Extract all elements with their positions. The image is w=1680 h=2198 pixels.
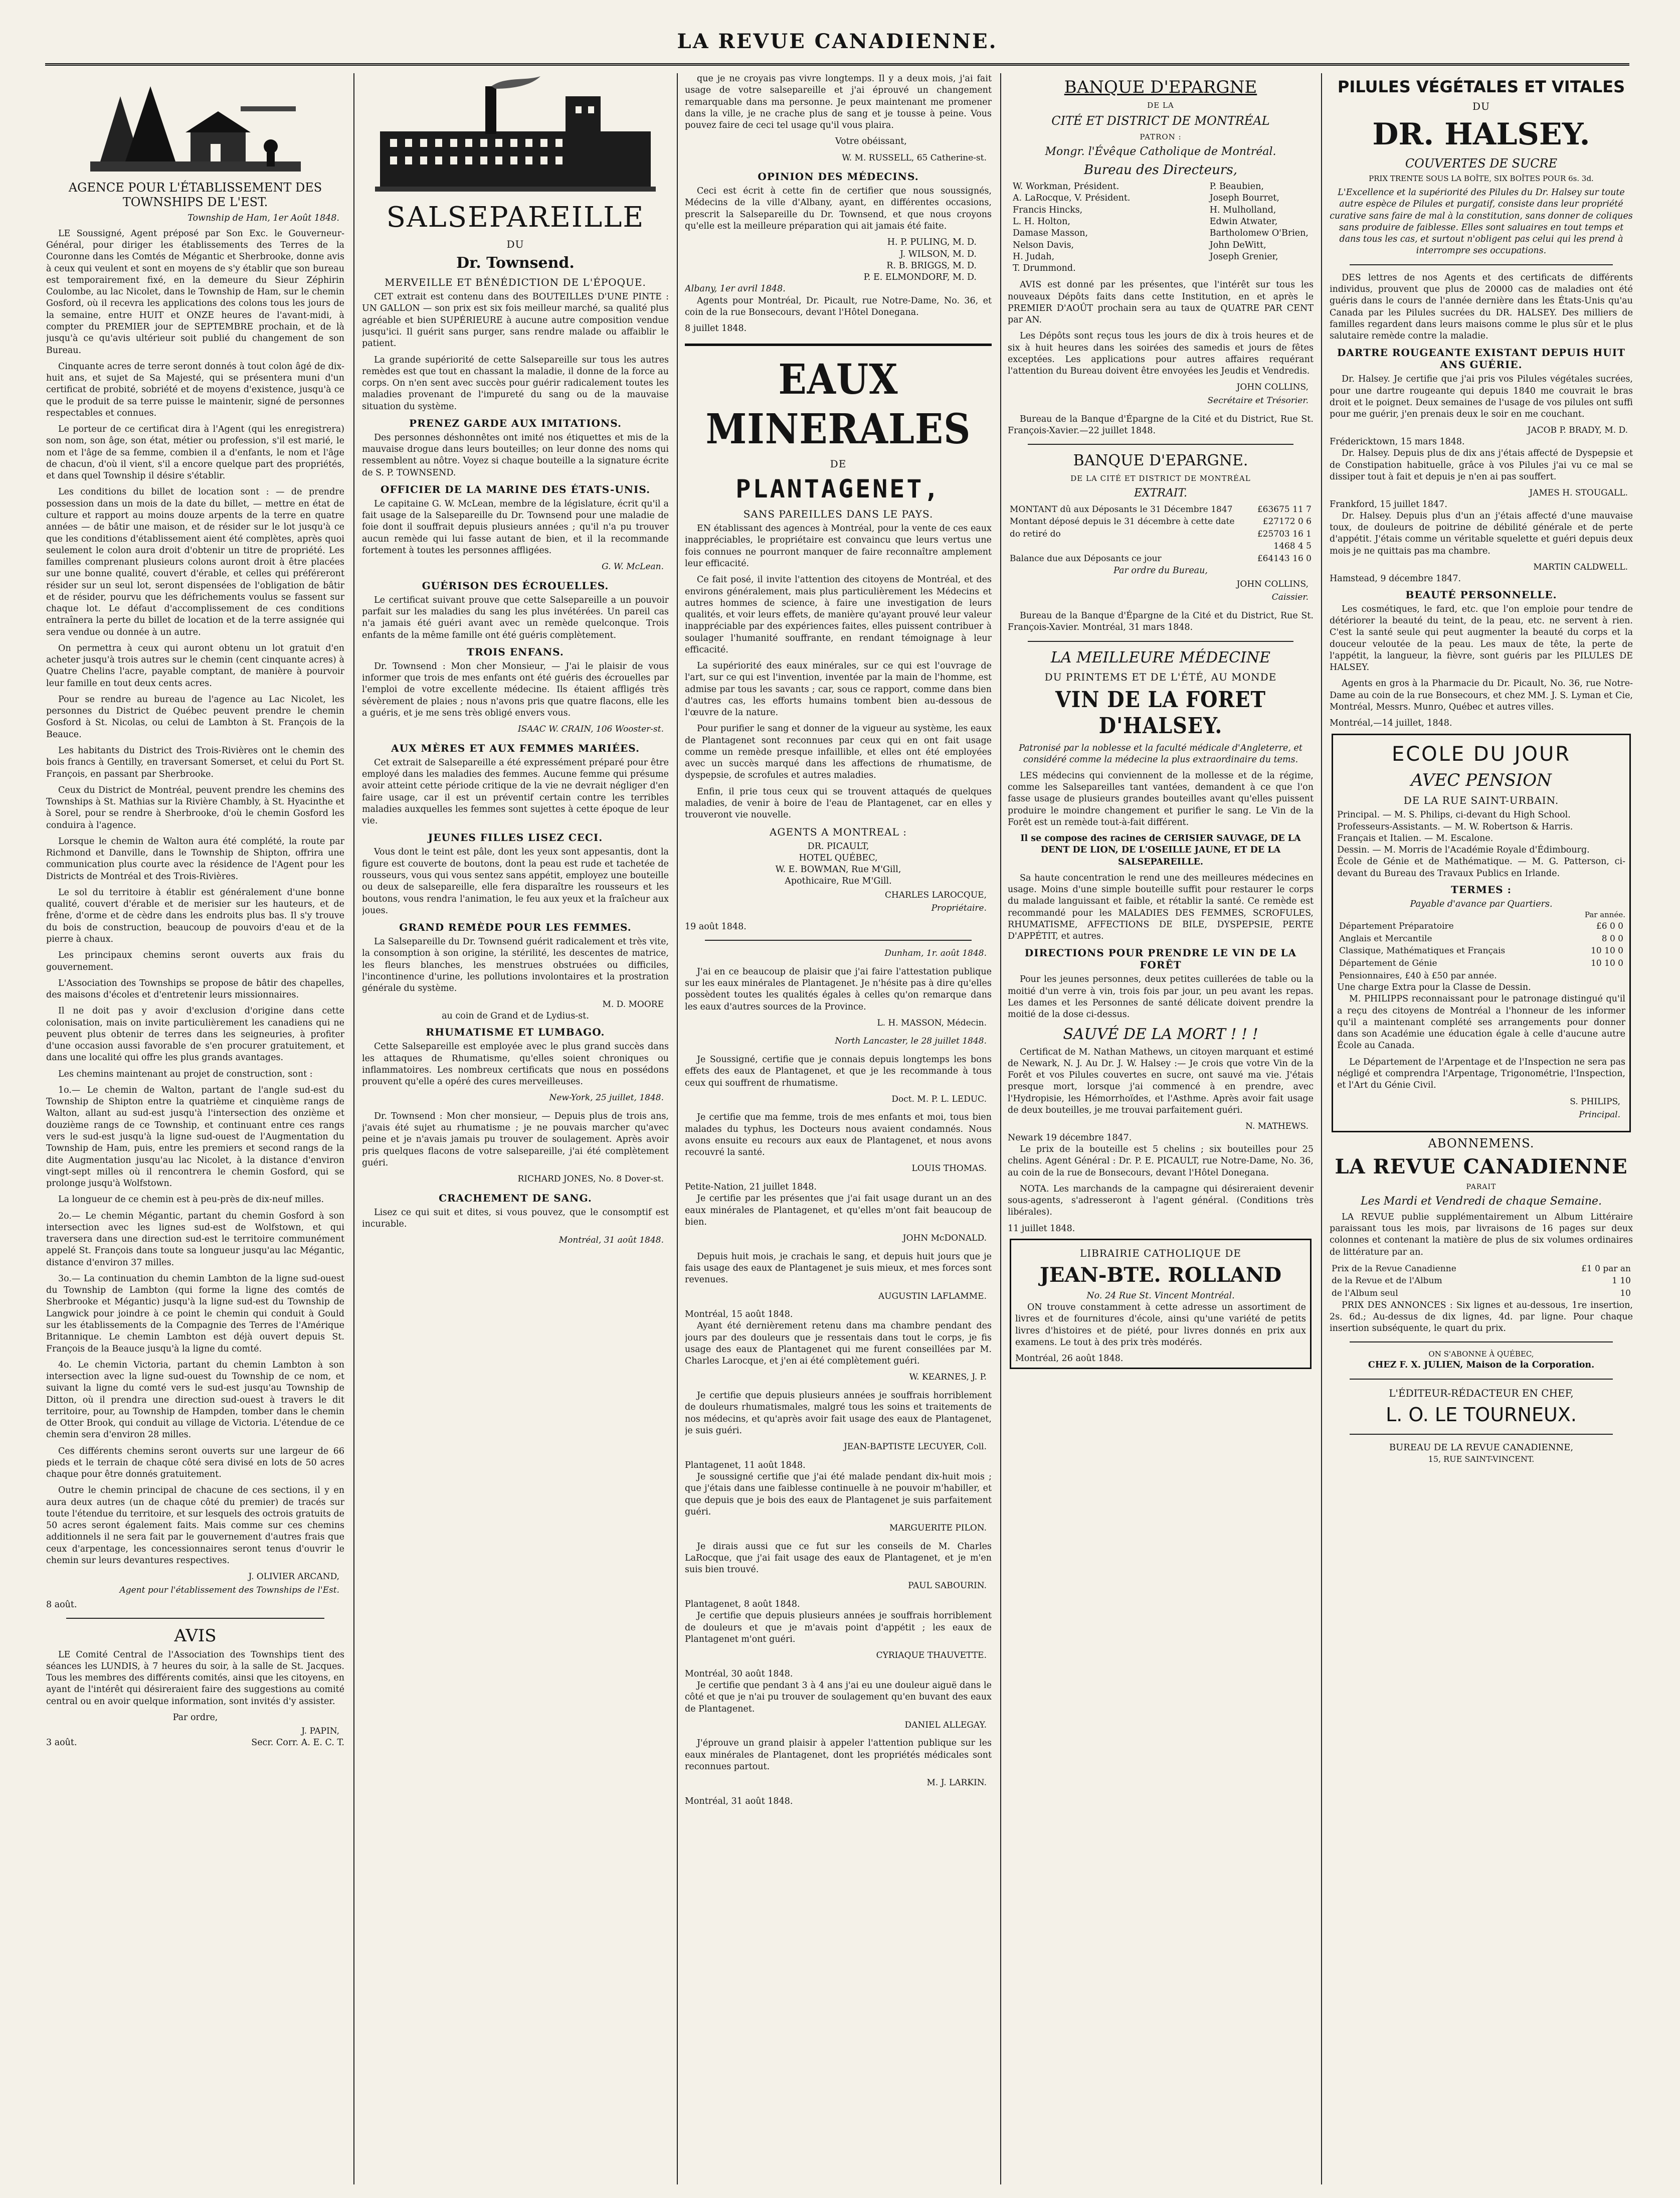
director: Bartholomew O'Brien, — [1209, 228, 1309, 239]
doctor-signature: R. B. BRIGGS, M. D. — [886, 260, 977, 271]
avis-order: Par ordre, — [172, 1712, 218, 1723]
staff-entry: Dessin. — M. Morris de l'Académie Royale d'Édimbourg. — [1337, 845, 1590, 856]
paragraph: Dr. Townsend : Mon cher Monsieur, — J'ai le plaisir de vous informer que trois de mes enfants ont été guéris des écrouelles par l'emploi de votre excellente médecine. Ils étaient affligés très sévèrement de plaies ; nous n'avons pris que quatre flacons, elle les a guéris, et je me sens très obligé envers vous. — [362, 661, 669, 718]
price-row: de l'Album seul 10 — [1332, 1288, 1631, 1299]
testimonial — [685, 1309, 992, 1383]
vin-title: VIN DE LA FORET D'HALSEY. — [1055, 687, 1266, 739]
testimonial-place: Dunham, 1r. août 1848. — [884, 948, 987, 959]
paragraph: Bureau de la Banque d'Épargne de la Cité et du District, Rue St. François-Xavier. Montréal, 31 mars 1848. — [1008, 611, 1314, 633]
price-row: de la Revue et de l'Album 1 10 — [1332, 1276, 1631, 1286]
testimonial — [685, 1112, 992, 1174]
plantagenet-title: PLANTAGENET, — [735, 474, 941, 504]
testimonial-text: Je certifie que pendant 3 à 4 ans j'ai eu une douleur aiguë dans le côté et que je n'ai pu trouver de soulagement qu'en buvant des eaux de Plantagenet. — [685, 1680, 992, 1714]
testimonial-place: Montréal, 15 août 1848. — [685, 1309, 793, 1320]
par-ordre: Par ordre du Bureau, — [1113, 565, 1208, 576]
paragraph: Votre obéissant, — [835, 136, 907, 147]
paragraph: ON trouve constamment à cette adresse un assortiment de livres et de fournitures d'école, ainsi qu'une variété de petits livres d'histoires et de piété, pour livres donnés en prix aux examens. Le tout à des prix très modérés. — [1015, 1302, 1306, 1347]
testimonial-text: Je dirais aussi que ce fut sur les conseils de M. Charles LaRocque, que j'ai fait usage des eaux de Plantagenet, et je m'en suis bien trouvé. — [685, 1541, 992, 1575]
paragraph: LE Soussigné, Agent préposé par Son Exc. le Gouverneur-Général, pour diriger les établissements des Terres de la Couronne dans les Comtés de Mégantic et Sherbrooke, donne avis à ceux qui veulent et sont en moyens de s'y établir que son bureau est temporairement fixé, en la demeure du Sieur Zéphirin Coulombe, au lac Nicolet, dans le Township de Ham, sur le chemin Gosford, où il recevra les applications des colons tous les jours de la semaine, entre HUIT et ONZE heures de l'avant-midi, à compter du PREMIER jour de SEPTEMBRE prochain, et de là jusqu'à ce qu'avis ultérieur soit publié du changement de son Bureau. — [46, 228, 344, 356]
divider — [1350, 1341, 1613, 1342]
agent-entry: DR. PICAULT, — [807, 841, 869, 852]
balance-row: Balance due aux Déposants ce jour £64143 16 0 — [1010, 554, 1312, 564]
fee-row: Classique, Mathématiques et Français 10 10 0 — [1339, 946, 1623, 956]
paragraph: Ceci est écrit à cette fin de certifier que nous soussignés, Médecins de la ville d'Albany, ayant, en différentes occasions, prescrit la Salsepareille du Dr. Townsend, et que nous croyons qu'elle est la meilleure préparation qui ait jamais été faite. — [685, 186, 992, 231]
paragraph: Dr. Halsey. Depuis plus d'un an j'étais affecté d'une mauvaise toux, de douleurs de poitrine de débilité générale et de perte d'appétit. J'étais comme un véritable squelette et guéri depuis deux mois je ne quittais pas ma chambre. — [1330, 511, 1633, 556]
fees-table — [1337, 920, 1625, 982]
signature-title: Secrétaire et Trésorier. — [1207, 396, 1309, 406]
signature: W. M. RUSSELL, 65 Catherine-st. — [842, 152, 987, 163]
doctor-signature: H. P. PULING, M. D. — [887, 237, 977, 248]
agents-title: AGENTS A MONTREAL : — [770, 825, 907, 838]
paragraph: Dr. Halsey. Je certifie que j'ai pris vos Pilules végétales sucrées, pour une dartre rougeante qui depuis 1840 me couvrait le bras droit et le poignet. Deux semaines de l'usage de vos pilules ont suffi pour me guérir, j'en prenais deux le soir en me couchant. — [1330, 374, 1633, 420]
price-row: Prix de la Revue Canadienne £1 0 par an — [1332, 1263, 1631, 1274]
section-heading: GUÉRISON DES ÉCROUELLES. — [422, 579, 609, 592]
editor-label: L'ÉDITEUR-RÉDACTEUR EN CHEF, — [1389, 1387, 1574, 1399]
fees-note: Une charge Extra pour la Classe de Dessin. — [1337, 982, 1531, 993]
paragraph: Vous dont le teint est pâle, dont les yeux sont appesantis, dont la figure est couverte de boutons, dont la peau est rude et tachetée de rousseurs, vous qui vous sentez sans appétit, employez une bouteille ou deux de salsepareille, elle fera disparaître les rousseurs et les boutons, vous rendra l'animation, le feu aux yeux et la fraîcheur aux joues. — [362, 847, 669, 916]
paragraph: Enfin, il prie tous ceux qui se trouvent attaqués de quelques maladies, de venir à boire de l'eau de Plantagenet, car en elles y trouveront vie nouvelle. — [685, 786, 992, 820]
director: Joseph Bourret, — [1209, 193, 1279, 204]
signature-title: Agent pour l'établissement des Townships de l'Est. — [119, 1585, 339, 1595]
testimonial-sign: PAUL SABOURIN. — [908, 1581, 987, 1591]
divider — [1028, 641, 1293, 642]
paragraph: Le sol du territoire à établir est généralement d'une bonne qualité, couvert d'érable et de merisier sur les hauteurs, et de frêne, d'orme et de cèdre dans les endroits plus bas. Il s'y trouve du bois de construction, beaucoup de pouvoirs d'eau et de la pierre à chaux. — [46, 887, 344, 944]
signature: JOHN COLLINS, — [1236, 382, 1309, 393]
testimonial-sign: JOHN McDONALD. — [902, 1233, 987, 1244]
signature: RICHARD JONES, No. 8 Dover-st. — [517, 1174, 664, 1185]
paragraph: Ces différents chemins seront ouverts sur une largeur de 66 pieds et le terrain de chaque côté sera divisé en lots de 50 acres chaque pour être donnés gratuitement. — [46, 1446, 344, 1480]
director: T. Drummond. — [1013, 263, 1076, 274]
director: Damase Masson, — [1013, 228, 1088, 239]
paragraph: L'Association des Townships se propose de bâtir des chapelles, des maisons d'écoles et d'entretenir leurs missionnaires. — [46, 978, 344, 1000]
dateline: Frankford, 15 juillet 1847. — [1330, 499, 1447, 510]
paragraph: Les Dépôts sont reçus tous les jours de dix à trois heures et de six à huit heures dans les soirées des samedis et jours de fêtes exceptées. Les applications pour autres affaires requérant l'attention du Bureau doivent être envoyées les Jeudis et Vendredis. — [1008, 331, 1314, 377]
paragraph: que je ne croyais pas vivre longtemps. Il y a deux mois, j'ai fait usage de votre salsepareille et j'ai éprouvé un changement remarquable dans ma personne. Je peux maintenant me promener dans la ville, je ne crache plus de sang et je tousse à peine. Vous pouvez faire de ceci tel usage qu'il vous plaira. — [685, 74, 992, 131]
testimonial-text: Je certifie par les présentes que j'ai fait usage durant un an des eaux minérales de Plantagenet, et qu'elles m'ont fait beaucoup de bien. — [685, 1194, 992, 1227]
librairie-box — [1010, 1239, 1312, 1370]
ecole-title: ECOLE DU JOUR — [1391, 742, 1571, 766]
dateline: Hamstead, 9 décembre 1847. — [1330, 573, 1461, 584]
paragraph: Pour se rendre au bureau de l'agence au Lac Nicolet, les personnes du District de Québec peuvent prendre le chemin Gosford à St. Nicolas, ou celui de Lambton à St. François de la Beauce. — [46, 694, 344, 740]
medecine-sub: DU PRINTEMS ET DE L'ÉTÉ, AU MONDE — [1044, 670, 1277, 683]
testimonial-sign: JEAN-BAPTISTE LECUYER, Coll. — [844, 1442, 987, 1452]
paragraph: Ceux du District de Montréal, peuvent prendre les chemins des Townships à St. Mathias sur la Rivière Chambly, à St. Hyacinthe et à Sorel, pour se rendre à Sherbrooke, d'où le chemin Gosford les conduira à l'agence. — [46, 785, 344, 830]
paragraph: M. PHILIPPS reconnaissant pour le patronage distingué qu'il a reçu des citoyens de Montréal a l'honneur de les informer qu'il a maintenant complété ses arrangements pour donner dans son Académie une éducation égale à celle d'aucune autre École au Canada. — [1337, 994, 1625, 1051]
footer-date: Montréal, 31 août 1848. — [558, 1235, 664, 1246]
patron-label: PATRON : — [1140, 132, 1182, 141]
directors-title: Bureau des Directeurs, — [1084, 162, 1237, 178]
banque-sub2: CITÉ ET DISTRICT DE MONTRÉAL — [1051, 113, 1270, 128]
salsepareille-title: SALSEPAREILLE — [386, 201, 645, 234]
section-heading: OPINION DES MÉDECINS. — [758, 171, 919, 183]
testimonial-sign: AUGUSTIN LAFLAMME. — [878, 1291, 987, 1301]
date: Montréal,—14 juillet, 1848. — [1330, 718, 1452, 729]
testimonial-place: North Lancaster, le 28 juillet 1848. — [835, 1036, 987, 1047]
factory-illustration — [375, 76, 656, 197]
masthead: LA REVUE CANADIENNE. — [45, 20, 1629, 66]
paragraph: Le Département de l'Arpentage et de l'Inspection ne sera pas négligé et comprendra l'Arpentage, Trigonométrie, l'Inspection, et l'Art du Génie Civil. — [1337, 1057, 1625, 1091]
paragraph: AVIS est donné par les présentes, que l'intérêt sur tous les nouveaux Dépôts faits dans cette Institution, en et après le PREMIER D'AOÛT prochain sera au taux de QUATRE PAR CENT par AN. — [1008, 280, 1314, 325]
paragraph: Il ne doit pas y avoir d'exclusion d'origine dans cette colonisation, mais on invite particulièrement les canadiens qui ne peuvent plus obtenir de terres dans les seigneuries, à profiter d'une occasion aussi favorable de s'en procurer gratuitement, et dans une localité qui offre les plus grands avantages. — [46, 1006, 344, 1063]
section-heading: TROIS ENFANS. — [467, 645, 564, 658]
extrait-row: do retiré do £25703 16 1 — [1010, 529, 1312, 539]
testimonial — [685, 1181, 992, 1244]
paragraph: Il se compose des racines de CERISIER SAUVAGE, DE LA DENT DE LION, DE L'OSEILLE JAUNE, ET DE LA SALSEPAREILLE. — [1020, 833, 1301, 867]
paragraph: EN établissant des agences à Montréal, pour la vente de ces eaux inappréciables, le propriétaire est convaincu que leurs vertus une fois connues ne pourront manquer de faire reconnaître amplement leur efficacité. — [685, 524, 992, 569]
dateline: Albany, 1er avril 1848. — [685, 284, 786, 294]
signature: G. W. McLean. — [602, 562, 664, 572]
doctor-signature: P. E. ELMONDORF, M. D. — [863, 272, 977, 283]
testimonial — [685, 1541, 992, 1592]
avis-title: AVIS — [174, 1625, 217, 1646]
quebec-label: ON S'ABONNE À QUÉBEC, — [1428, 1349, 1534, 1359]
avis-sign-title: Secr. Corr. A. E. C. T. — [251, 1737, 344, 1748]
testimonial-text: Je soussigné certifie que j'ai été malade pendant dix-huit mois ; que j'étais dans une faiblesse continuelle à ne pouvoir m'habiller, et que depuis que je bois des eaux de Plantagenet je suis parfaitement guéri. — [685, 1472, 992, 1517]
bureau-address: 15, RUE SAINT-VINCENT. — [1428, 1454, 1535, 1464]
column-rule — [353, 73, 354, 2184]
paragraph: La supériorité des eaux minérales, sur ce qui est l'ouvrage de l'art, sur ce qui est l'invention, inventée par la main de l'homme, est admise par tous les savants ; car, sous ce rapport, comme dans bien d'autres cas, les efforts humains tombent bien au-dessous de l'œuvre de la nature. — [685, 661, 992, 718]
signature: MARTIN CALDWELL. — [1533, 562, 1628, 572]
pilules-sub: COUVERTES DE SUCRE — [1405, 156, 1558, 171]
agency-title: AGENCE POUR L'ÉTABLISSEMENT DES TOWNSHIPS DE L'EST. — [68, 181, 322, 209]
testimonial-sign: W. KEARNES, J. P. — [909, 1372, 987, 1383]
testimonial-sign: MARGUERITE PILON. — [889, 1523, 987, 1534]
paragraph: Cet extrait de Salsepareille a été expressément préparé pour être employé dans les maladies des femmes. Aucune femme qui présume avoir atteint cette période critique de la vie ne devrait négliger d'en faire usage, car il est un préventif certain contre les terribles maladies auxquelles les femmes sont sujettes à cette époque de leur vie. — [362, 757, 669, 826]
pilules-title: PILULES VÉGÉTALES ET VITALES — [1337, 77, 1625, 96]
fee-row: Département Préparatoire £6 0 0 — [1339, 921, 1623, 932]
bureau-label: BUREAU DE LA REVUE CANADIENNE, — [1389, 1442, 1574, 1453]
testimonial-sign: M. J. LARKIN. — [926, 1778, 987, 1788]
paragraph: Les cosmétiques, le fard, etc. que l'on emploie pour tendre de détériorer la beauté du teint, de la peau, etc. ne servent à rien. C'est la santé seule qui peut augmenter la beauté du corps et la douceur veloutée de la peau. Les maux de tête, la perte de l'appétit, la langueur, la fièvre, sont guéris par les PILULES DE HALSEY. — [1330, 604, 1633, 673]
testimonial — [685, 1390, 992, 1453]
paragraph: Sa haute concentration le rend une des meilleures médecines en usage. Moins d'une simple bouteille suffit pour restaurer le corps du malade languissant et faible, et rétablir la santé. Ce remède est recommandé pour les MALADIES DES FEMMES, SCROFULES, RHUMATISME, AFFECTIONS DE BILE, DYSPEPSIE, PERTE D'APPÉTIT, et autres. — [1008, 873, 1314, 942]
subscription-prices — [1330, 1263, 1633, 1300]
paragraph: 3o.— La continuation du chemin Lambton de la ligne sud-ouest du Township de Lambton (qui forme la ligne des comtés de Sherbrooke et Mégantic) jusqu'à la ligne sud-est du Township de Langwick pour joindre à ce point le chemin qui conduit à Gould sur les établissements de la Compagnie des Terres de l'Amérique Britannique. Le chemin Lambton est déjà ouvert depuis St. François de la Beauce jusqu'à la ligne du comté. — [46, 1273, 344, 1354]
paragraph: Lisez ce qui suit et dites, si vous pouvez, que le consomptif est incurable. — [362, 1207, 669, 1230]
paragraph: L'Excellence et la supériorité des Pilules du Dr. Halsey sur toute autre espèce de Pilules et purgatif, consiste dans leur propriété curative sans faire de mal à la constitution, sans donner de coliques sans produire de faiblesse. Elles sont saluaires en tout temps et dans tous les cas, et surtout n'obligent pas celui qui les prend à interrompre ses occupations. — [1330, 188, 1633, 256]
divider — [66, 1618, 324, 1619]
testimonial-text: Je certifie que ma femme, trois de mes enfants et moi, tous bien malades du typhus, les Docteurs nous avaient condamnés. Nous avons ensuite eu recours aux eaux de Plantagenet, et nous avons recouvré la santé. — [685, 1112, 992, 1158]
date: 11 juillet 1848. — [1008, 1223, 1075, 1234]
banque-title: BANQUE D'EPARGNE — [1064, 77, 1257, 97]
paragraph: Le porteur de ce certificat dira à l'Agent (qui les enregistrera) son nom, son âge, son état, métier ou profession, s'il est marié, le nom et l'âge de sa femme, combien il a d'enfants, le nom et l'âge de chacun, d'où il vient, s'il a encore quelque part des propriétés, et dans quel Township il désire s'établir. — [46, 424, 344, 481]
date: 19 août 1848. — [685, 921, 746, 932]
testimonial-sign: Doct. M. P. L. LEDUC. — [891, 1094, 987, 1104]
paragraph: La longueur de ce chemin est à peu-près de dix-neuf milles. — [58, 1195, 324, 1205]
section-heading: JEUNES FILLES LISEZ CECI. — [428, 831, 603, 844]
paragraph: Les principaux chemins seront ouverts aux frais du gouvernement. — [46, 950, 344, 972]
director: L. H. Holton, — [1013, 216, 1070, 227]
extrait-row: 1468 4 5 — [1273, 541, 1312, 552]
ecole-sub: AVEC PENSION — [1411, 770, 1552, 790]
quebec-agent: CHEZ F. X. JULIEN, Maison de la Corporation. — [1368, 1360, 1595, 1371]
date: Montréal, 26 août 1848. — [1015, 1354, 1124, 1364]
eaux-title: EAUX MINERALES — [705, 356, 971, 453]
column-3 — [685, 73, 992, 2184]
director: Joseph Grenier, — [1209, 251, 1278, 262]
testimonial-sign: CYRIAQUE THAUVETTE. — [876, 1650, 987, 1661]
testimonial-place: Petite-Nation, 21 juillet 1848. — [685, 1182, 817, 1193]
paragraph: Agents en gros à la Pharmacie du Dr. Picault, No. 36, rue Notre-Dame au coin de la rue Bonsecours, et chez MM. J. S. Lyman et Cie, Montréal, Messrs. Munro, Québec et autres villes. — [1330, 679, 1633, 712]
abonnemens-title: ABONNEMENS. — [1428, 1136, 1535, 1150]
section-heading: DARTRE ROUGEANTE EXISTANT DEPUIS HUIT ANS GUÉRIE. — [1337, 347, 1625, 371]
banque-title-2: BANQUE D'EPARGNE. — [1073, 452, 1248, 470]
signature-title: Principal. — [1579, 1110, 1620, 1120]
testimonial-place: Plantagenet, 11 août 1848. — [685, 1460, 806, 1470]
paragraph: On permettra à ceux qui auront obtenu un lot gratuit d'en acheter jusqu'à trois autres sur le chemin (cent cinquante acres) à Quatre Chelins l'acre, payable comptant, de manière à pourvoir leur famille en tout deux cents acres. — [46, 643, 344, 689]
testimonial — [685, 1460, 992, 1534]
testimonial — [685, 1738, 992, 1788]
section-heading: DIRECTIONS POUR PRENDRE LE VIN DE LA FORÊT — [1024, 947, 1297, 971]
column-5 — [1330, 73, 1633, 2184]
testimonial — [685, 1599, 992, 1661]
fees-header: Par année. — [1584, 910, 1625, 920]
paragraph: Agents pour Montréal, Dr. Picault, rue Notre-Dame, No. 36, et coin de la rue Bonsecours, devant l'Hôtel Donegana. — [685, 295, 992, 317]
agent-entry: W. E. BOWMAN, Rue M'Gill, — [775, 865, 901, 875]
salsepareille-subtitle: MERVEILLE ET BÉNÉDICTION DE L'ÉPOQUE. — [385, 276, 646, 289]
de-label: DE — [830, 458, 847, 470]
avis-sign: J. PAPIN, — [301, 1726, 339, 1737]
extrait-row: Montant déposé depuis le 31 décembre à cette date £27172 0 6 — [1010, 517, 1312, 527]
paragraph: 2o.— Le chemin Mégantic, partant du chemin Gosford à son intersection avec les lignes sud-est de Wolfstown, et qui traversera dans une direction sud-est le territoire communément appelé St. François dans toute sa longueur jusqu'au lac Mégantic, distance d'environ 37 milles. — [46, 1211, 344, 1268]
parait-label: PARAIT — [1466, 1182, 1497, 1191]
testimonial — [685, 1036, 992, 1105]
banque-sub3: DE LA CITÉ ET DISTRICT DE MONTRÉAL — [1070, 474, 1251, 483]
dateline: Frédericktown, 15 mars 1848. — [1330, 436, 1465, 447]
testimonial — [685, 1668, 992, 1731]
avis-text: LE Comité Central de l'Association des Townships tient des séances les LUNDIS, à 7 heures du soir, à la salle de St. Jacques. Tous les membres des différents comités, ainsi que les citoyens, en ayant de l'intérêt qui désireraient faire des suggestions au comité central ou en avoir quelque information, sont invités d'y assister. — [46, 1649, 344, 1707]
section-heading: CRACHEMENT DE SANG. — [439, 1192, 592, 1204]
testimonial-text: Je certifie que depuis plusieurs années je souffrais horriblement de douleurs et que je m'avais point d'appétit ; les eaux de Plantagenet m'ont guéri. — [685, 1611, 992, 1644]
paragraph: Dr. Townsend : Mon cher monsieur, — Depuis plus de trois ans, j'avais été sujet au rhumatisme ; je ne pouvais marcher qu'avec peine et je n'avais jamais pu trouver de soulagement. Après avoir pris quelques flacons de votre salsepareille, j'ai été complètement guéri. — [362, 1111, 669, 1168]
publication-days: Les Mardi et Vendredi de chaque Semaine. — [1360, 1195, 1602, 1208]
column-rule — [677, 73, 678, 2184]
director: Francis Hincks, — [1013, 205, 1083, 215]
paragraph: Lorsque le chemin de Walton aura été complété, la route par Richmond et Danville, dans le Township de Shipton, offrira une communication plus courte avec la résidence de l'Agent pour les Districts de Montréal et des Trois-Rivières. — [46, 836, 344, 882]
signature-title: Propriétaire. — [931, 903, 987, 914]
paragraph: Pour les jeunes personnes, deux petites cuillerées de table ou la moitié d'un verre à vin, trois fois par jour, un peu avant les repas. Les dames et les Personnes de santé délicate doivent prendre la moitié de la dose ci-dessus. — [1008, 974, 1314, 1020]
column-2 — [362, 73, 669, 2184]
testimonial-sign: DANIEL ALLEGAY. — [904, 1720, 987, 1730]
paragraph: Certificat de M. Nathan Mathews, un citoyen marquant et estimé de Newark, N. J. Au Dr. J. W. Halsey :— Je crois que votre Vin de la Forêt et vos Pilules couvertes en sucre, ont sauvé ma vie. J'étais presque mort, lorsque j'ai commencé à en prendre, avec l'Hydropisie, les Hémorrhoïdes, et l'Asthme. Après avoir fait usage de deux bouteilles, je me trouvai parfaitement guéri. — [1008, 1047, 1314, 1115]
paragraph: Bureau de la Banque d'Épargne de la Cité et du District, Rue St. François-Xavier.—22 juillet 1848. — [1008, 414, 1314, 436]
signature: ISAAC W. CRAIN, 106 Wooster-st. — [517, 724, 664, 735]
pilules-price: PRIX TRENTE SOUS LA BOÎTE, SIX BOÎTES POUR 6s. 3d. — [1369, 174, 1594, 184]
paragraph: DES lettres de nos Agents et des certificats de différents individus, prouvent que plus de 20000 cas de maladies ont été guéris dans le cours de l'année dernière dans les États-Unis qu'au Canada par les Pilules sucrées du DR. HALSEY. Des milliers de familles regardent dans leurs maisons comme le plus sûr et le plus salutaire remède contre la maladie. — [1330, 272, 1633, 342]
paragraph: PRIX DES ANNONCES : Six lignes et au-dessous, 1re insertion, 2s. 6d.; Au-dessus de dix lignes, 4d. par ligne. Pour chaque insertion subséquente, le quart du prix. — [1330, 1300, 1633, 1334]
termes-sub: Payable d'avance par Quartiers. — [1410, 899, 1553, 909]
section-heading: BEAUTÉ PERSONNELLE. — [1405, 588, 1557, 601]
signature: N. MATHEWS. — [1245, 1121, 1309, 1132]
director: W. Workman, Président. — [1013, 182, 1119, 192]
section-heading: RHUMATISME ET LUMBAGO. — [426, 1026, 605, 1039]
paragraph: Le certificat suivant prouve que cette Salsepareille a un pouvoir parfait sur les maladies du sang les plus invétérées. Un pareil cas n'a jamais été guéri avant avec un remède quelconque. Trois enfants de la même famille ont été guéris complètement. — [362, 595, 669, 640]
dateline: New-York, 25 juillet, 1848. — [549, 1093, 664, 1103]
section-heading: AUX MÈRES ET AUX FEMMES MARIÉES. — [391, 742, 640, 754]
divider — [705, 940, 972, 941]
column-1 — [46, 73, 344, 2184]
footer-date: Montréal, 31 août 1848. — [685, 1796, 793, 1806]
signature-title: Caissier. — [1271, 592, 1309, 603]
staff-entry: Français et Italien. — M. Escalone. — [1337, 833, 1494, 843]
avis-date: 3 août. — [46, 1737, 77, 1748]
fee-row: Pensionnaires, £40 à £50 par année. — [1339, 970, 1497, 981]
paragraph: Le prix de la bouteille est 5 chelins ; six bouteilles pour 25 chelins. Agent Général : Dr. P. E. PICAULT, rue Notre-Dame, No. 36, au coin de la rue de Bonsecours, devant l'Hôtel Donegana. — [1008, 1144, 1314, 1178]
section-heading: PRENEZ GARDE AUX IMITATIONS. — [409, 417, 622, 429]
signature-date: 8 août. — [46, 1599, 77, 1610]
director: A. LaRocque, V. Président. — [1013, 193, 1131, 204]
paragraph: Dr. Halsey. Depuis plus de dix ans j'étais affecté de Dyspepsie et de Constipation habituelle, grâce à vos Pilules j'ai vu ce mal se dissiper tout à fait et depuis je n'en ai pas souffert. — [1330, 448, 1633, 482]
signature: M. D. MOORE — [602, 999, 664, 1010]
extrait-table — [1008, 503, 1314, 565]
section-heading: OFFICIER DE LA MARINE DES ÉTATS-UNIS. — [380, 483, 651, 495]
divider — [1350, 264, 1613, 265]
paragraph: NOTA. Les marchands de la campagne qui désireraient devenir sous-agents, s'adresseront à l'agent général. (Conditions très libérales). — [1008, 1183, 1314, 1218]
paragraph: Le capitaine G. W. McLean, membre de la législature, écrit qu'il a fait usage de la Salsepareille du Dr. Townsend pour une maladie de foie dont il souffrait depuis plusieurs années ; qu'il n'a pu trouver aucun remède qui lui fasse autant de bien, et il la recommande fortement à toutes les personnes affligées. — [362, 498, 669, 556]
librairie-name: JEAN-BTE. ROLLAND — [1039, 1263, 1282, 1287]
director: H. Mulholland, — [1209, 205, 1276, 215]
fee-row: Anglais et Mercantile 8 0 0 — [1339, 933, 1623, 944]
dateline: Township de Ham, 1er Août 1848. — [188, 213, 339, 223]
sauve-title: SAUVÉ DE LA MORT ! ! ! — [1063, 1025, 1258, 1043]
testimonial-text: J'éprouve un grand plaisir à appeler l'attention publique sur les eaux minérales de Plantagenet, dont les propriétés médicales sont reconnues partout. — [685, 1738, 992, 1772]
divider — [1350, 1434, 1613, 1435]
staff-entry: Principal. — M. S. Philips, ci-devant du High School. — [1337, 810, 1571, 820]
staff-entry: Professeurs-Assistants. — M. W. Robertson & Harris. — [1337, 821, 1573, 832]
fee-row: Département de Génie 10 10 0 — [1339, 958, 1623, 968]
signature-address: au coin de Grand et de Lydius-st. — [442, 1010, 589, 1021]
paragraph: Des personnes déshonnêtes ont imité nos étiquettes et mis de la mauvaise drogue dans leurs bouteilles; on leur donne des noms qui ressemblent au nôtre. Voyez si chaque bouteille a la signature écrite de S. P. TOWNSEND. — [362, 432, 669, 478]
extrait-row: MONTANT dû aux Déposants le 31 Décembre 1847 £63675 11 7 — [1010, 504, 1312, 515]
paragraph: LES médecins qui conviennent de la mollesse et de la régime, comme les Salsepareilles tant vantées, demandent à ce que l'on fasse usage de plusieurs grandes bouteilles avant qu'elles puissent produire le moindre changement et purifier le sang. Le Vin de la Forêt est un remède tout-à-fait différent. — [1008, 770, 1314, 827]
paragraph: La Salsepareille du Dr. Townsend guérit radicalement et très vite, la consomption à son origine, la stérilité, les descentes de matrice, les fleurs blanches, les menstrues obstruées ou difficiles, l'incontinence d'urine, les pollutions involontaires et la prostration générale du système. — [362, 937, 669, 994]
testimonial — [685, 948, 992, 1029]
date: 8 juillet 1848. — [685, 323, 747, 334]
signature: CHARLES LAROCQUE, — [884, 890, 987, 900]
director: Nelson Davis, — [1013, 240, 1074, 250]
paragraph: 4o. Le chemin Victoria, partant du chemin Lambton à son intersection avec la ligne sud-ouest du Township de ce nom, et suivant la ligne du comté vers le sud-est jusqu'au Township de Ditton, où il prendra une direction sud-ouest à travers le dit territoire, pour, au Township de Hampden, tomber dans le chemin de Otter Brook, qui conduit au village de Victoria. L'étendue de ce chemin sera d'environ 28 milles. — [46, 1360, 344, 1440]
testimonial-text: J'ai en ce beaucoup de plaisir que j'ai faire l'attestation publique sur les eaux minérales de Plantagenet. Je n'hésite pas à dire qu'elles possèdent toutes les qualités égales à celles qu'on remarque dans les eaux d'autres sources de la Province. — [685, 966, 992, 1012]
agent-entry: Apothicaire, Rue M'Gill. — [785, 876, 892, 887]
signature: JACOB P. BRADY, M. D. — [1527, 425, 1628, 436]
divider — [685, 344, 992, 346]
du-label: DU — [506, 238, 524, 251]
paragraph: Cinquante acres de terre seront donnés à tout colon âgé de dix-huit ans, et sujet de Sa Majesté, qui se présentera muni d'un certificat de probité, sobriété et de moyens d'existence, jusqu'à ce que le produit de sa terre puisse le maintenir, signé de personnes respectables et connues. — [46, 361, 344, 418]
editor-name: L. O. LE TOURNEUX. — [1386, 1404, 1577, 1426]
du-label: DU — [1472, 100, 1490, 113]
ecole-box — [1332, 734, 1631, 1132]
paragraph: LA REVUE publie supplémentairement un Album Littéraire paraissant tous les mois, par livraisons de 16 pages sur deux colonnes et contenant la matière de plus de six volumes ordinaires de littérature par an. — [1330, 1212, 1633, 1257]
column-rule — [1321, 73, 1322, 2184]
testimonial-place: Montréal, 30 août 1848. — [685, 1668, 793, 1679]
testimonial-text: Je certifie que depuis plusieurs années je souffrais horriblement de douleurs rhumatismales, malgré tous les soins et traitements de nos médecins, et qu'après avoir fait usage des eaux de Plantagenet, je suis guéri. — [685, 1391, 992, 1436]
paragraph: Les chemins maintenant au projet de construction, sont : — [58, 1069, 313, 1079]
doctor-name: Dr. Townsend. — [456, 254, 575, 272]
testimonial-text: Je Soussigné, certifie que je connais depuis longtemps les bons effets des eaux de Plantagenet, et que je les recommande à tous ceux qui souffrent de rhumatisme. — [685, 1054, 992, 1088]
extrait-label: EXTRAIT. — [1134, 487, 1187, 500]
paragraph: Les conditions du billet de location sont : — de prendre possession dans un mois de la date du billet, — mettre en état de culture et rapport au moins douze arpents de la terre en quatre années — de bâtir une maison, et de résider sur le lot jusqu'à ce que les conditions d'établissement aient été complètes, après quoi seulement le colon aura droit d'obtenir un titre de propriété. Les familles comprenant plusieurs colons auront droit à être placées sur une bonne qualité, couvert d'érable, et celles qui préféreront résider sur un seul lot, seront dispensées de l'obligation de bâtir et de résider, pourvu que les défrichements voulus se fassent sur chaque lot. Le défaut d'accomplissement de ces conditions entraînera la perte du billet de location et de la terre assignée qui sera vendue ou donnée à un autre. — [46, 487, 344, 637]
director: Edwin Atwater, — [1209, 216, 1278, 227]
testimonial-text: Ayant été dernièrement retenu dans ma chambre pendant des jours par des douleurs que je ressentais dans tout le corps, je fis usage des eaux de Plantagenet qui me furent conseillées par M. Charles Larocque, et j'en ai été complètement guéri. — [685, 1321, 992, 1367]
doctor-signature: J. WILSON, M. D. — [900, 249, 977, 259]
banque-sub: DE LA — [1147, 100, 1174, 110]
signature: S. PHILIPS, — [1570, 1096, 1620, 1107]
testimonial-sign: LOUIS THOMAS. — [911, 1163, 987, 1174]
divider — [1028, 444, 1293, 445]
testimonial — [685, 1251, 992, 1302]
dateline: Newark 19 décembre 1847. — [1008, 1132, 1132, 1143]
director: H. Judah, — [1013, 251, 1055, 262]
paragraph: Cette Salsepareille est employée avec le plus grand succès dans les attaques de Rhumatisme, qu'elles soient chroniques ou inflammatoires. Les nombreux certificats que nous en possédons prouvent qu'elle a opéré des cures merveilleuses. — [362, 1042, 669, 1087]
testimonial-place: Plantagenet, 8 août 1848. — [685, 1599, 800, 1610]
paragraph: CET extrait est contenu dans des BOUTEILLES D'UNE PINTE : UN GALLON — son prix est six fois meilleur marché, sa qualité plus agréable et bien SUPÉRIEURE à aucune autre composition vendue jusqu'ici. Il guérit sans purger, sans rendre malade ou affaiblir le patient. — [362, 292, 669, 349]
testimonial-sign: L. H. MASSON, Médecin. — [877, 1018, 987, 1028]
signature: J. OLIVIER ARCAND, — [248, 1572, 339, 1582]
agent-entry: HOTEL QUÉBEC, — [799, 853, 878, 863]
column-rule — [1000, 73, 1001, 2184]
signature: JOHN COLLINS, — [1236, 579, 1309, 589]
paragraph: Pour purifier le sang et donner de la vigueur au système, les eaux de Plantagenet sont reconnues par ceux qui en ont fait usage comme un remède presque infaillible, et elles ont été employées avec un succès marqué dans les affections de rhumatisme, de dyspepsie, de scrofules et autres maladies. — [685, 724, 992, 781]
paragraph: Les habitants du District des Trois-Rivières ont le chemin des bois francs à Gentilly, en traversant Somerset, et celui du Port St. François, en passant par Sherbrooke. — [46, 746, 344, 779]
staff-entry: École de Génie et de Mathématique. — M. G. Patterson, ci-devant du Bureau des Travaux Publics en Irlande. — [1337, 857, 1625, 879]
doctor-name: DR. HALSEY. — [1372, 117, 1590, 152]
paragraph: La grande supériorité de cette Salsepareille sur tous les autres remèdes est que tout en chassant la maladie, il donne de la force au corps. On n'en sent avec succès pour guérir radicalement toutes les maladies provenant de l'impureté du sang ou de la mauvaise situation du système. — [362, 355, 669, 412]
vin-sub: Patronisé par la noblesse et la faculté médicale d'Angleterre, et considéré comme la médecine la plus extraordinaire du tems. — [1019, 743, 1302, 765]
divider — [1350, 1379, 1613, 1380]
librairie-address: No. 24 Rue St. Vincent Montréal. — [1086, 1290, 1235, 1301]
signature: JAMES H. STOUGALL. — [1529, 488, 1628, 498]
termes-label: TERMES : — [1451, 883, 1512, 896]
settlers-illustration — [90, 76, 301, 177]
revue-title: LA REVUE CANADIENNE — [1335, 1154, 1628, 1178]
paragraph: Outre le chemin principal de chacune de ces sections, il y en aura deux autres (un de chaque côté du premier) de tracés sur toute l'étendue du territoire, et sur lesquels des octrois gratuits de 50 acres seront également faits. Mais comme sur ces chemins additionnels il ne sera fait par le gouvernement d'autres frais que ceux d'arpentage, les concessionnaires seront tenus d'ouvrir le chemin sur leurs devantures respectives. — [46, 1485, 344, 1566]
ecole-address: DE LA RUE SAINT-URBAIN. — [1403, 794, 1559, 807]
eaux-subtitle: SANS PAREILLES DANS LE PAYS. — [743, 508, 934, 521]
librairie-title: LIBRAIRIE CATHOLIQUE DE — [1079, 1247, 1242, 1259]
director: P. Beaubien, — [1209, 182, 1264, 192]
paragraph: Ce fait posé, il invite l'attention des citoyens de Montréal, et des environs généralement, mais plus particulièrement les Médecins et autres hommes de science, à faire une investigation de leurs qualités, et voir leurs effets, de manière qu'ayant prouvé leur valeur inappréciable par des expériences faites, elles puissent contribuer à soulager l'humanité souffrante, en rendant témoignage à leur efficacité. — [685, 575, 992, 655]
column-4 — [1008, 73, 1314, 2184]
testimonial-text: Depuis huit mois, je crachais le sang, et depuis huit jours que je fais usage des eaux de Plantagenet je suis mieux, et mes forces sont revenues. — [685, 1251, 992, 1285]
paragraph: 1o.— Le chemin de Walton, partant de l'angle sud-est du Township de Shipton entre la quatrième et cinquième rangs de Walton, allant au sud-est jusqu'à l'intersection des onzième et douzième rangs de ce Township, et continuant entre ces rangs vers le sud-est jusqu'à la ligne sud-ouest de l'Augmentation du Township de Ham, puis, entre les premiers et second rangs de la dite Augmentation jusqu'au lac Nicolet, à la distance d'environ vingt-sept milles où il rencontrera le chemin Gosford, qui se prolonge jusqu'à Wolfstown. — [46, 1085, 344, 1189]
section-heading: GRAND REMÈDE POUR LES FEMMES. — [399, 921, 632, 934]
patron: Mongr. l'Évêque Catholique de Montréal. — [1045, 145, 1276, 158]
director: John DeWitt, — [1209, 240, 1266, 250]
medecine-title: LA MEILLEURE MÉDECINE — [1050, 648, 1271, 666]
